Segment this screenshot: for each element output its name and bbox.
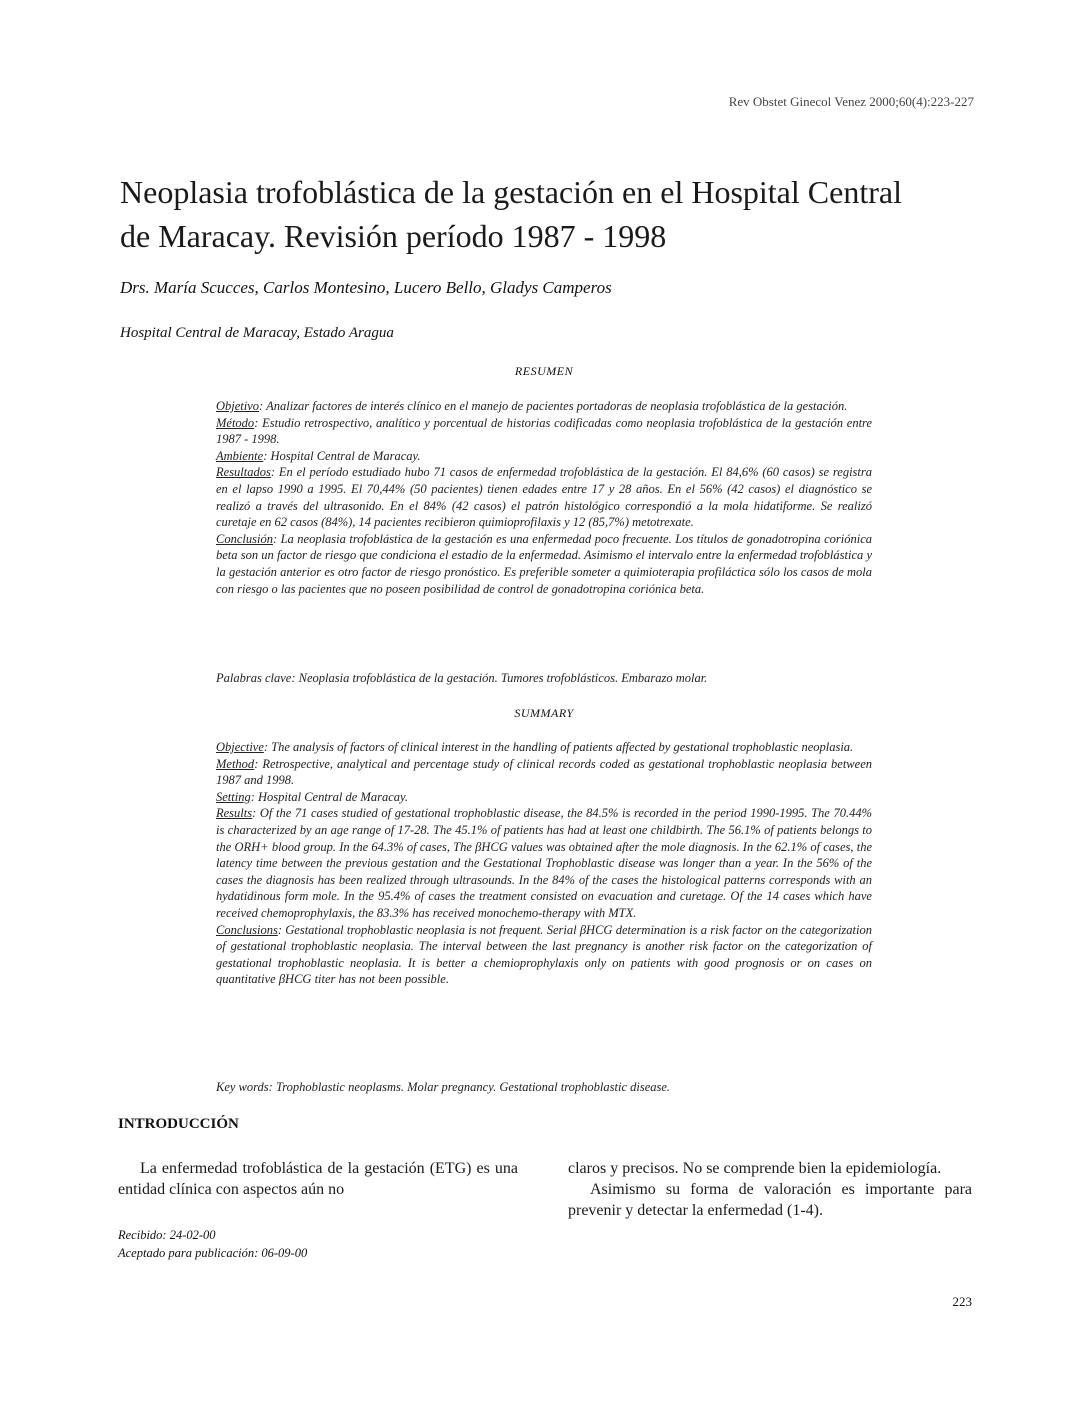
conclusions-label: Conclusions: [216, 922, 278, 937]
summary-conclusions: [216, 922, 872, 988]
journal-reference: Rev Obstet Ginecol Venez 2000;60(4):223-227: [728, 94, 974, 109]
ambiente-label: Ambiente: [216, 448, 264, 463]
summary-results: [216, 805, 872, 921]
summary-body: [216, 739, 872, 988]
resumen-objetivo: [216, 398, 872, 415]
palabras-clave: Palabras clave: Neoplasia trofoblástica de la gestación. Tumores trofoblásticos. Embarazo molar.: [216, 671, 708, 685]
objetivo-text: : Analizar factores de interés clínico en el manejo de pacientes portadoras de neoplasia trofoblástica de la gestación.: [259, 399, 848, 413]
intro-paragraph-1: La enfermedad trofoblástica de la gestación (ETG) es una entidad clínica con aspectos aún no: [118, 1160, 518, 1198]
resumen-heading: RESUMEN: [514, 364, 574, 378]
objective-label: Objective: [216, 740, 264, 754]
conclusion-label: Conclusión: [216, 531, 273, 546]
resultados-text: : En el período estudiado hubo 71 casos de enfermedad trofoblástica de la gestación. El 84,6% (60 casos) se registra en el lapso 1990 a 1995. El 70,44% (50 pacientes) tienen edades entre 17 y 28 años. En el 56% (42 casos) el diagnóstico se realizó a través del ultrasonido. En el 84% (42 casos) el patrón histológico correspondió a la mola hidatiforme. Se realizó curetaje en 62 casos (84%), 14 pacientes recibieron quimioprofilaxis y 12 (85,7%) metotrexate.: [216, 465, 872, 530]
body-column-left: [118, 1158, 518, 1200]
resumen-resultados: [216, 464, 872, 530]
method-text: : Retrospective, analytical and percentage study of clinical records coded as gestational trophoblastic neoplasia between 1987 and 1998.: [216, 756, 872, 788]
metodo-label: Método: [216, 415, 255, 430]
received-date: Recibido: 24-02-00: [118, 1228, 216, 1242]
title-line-2: de Maracay. Revisión período 1987 - 1998: [120, 218, 667, 254]
accepted-date: Aceptado para publicación: 06-09-00: [118, 1246, 308, 1260]
resumen-conclusion: [216, 531, 872, 597]
summary-objective: [216, 739, 872, 756]
results-label: Results: [216, 806, 253, 821]
intro-paragraph-2: Asimismo su forma de valoración es importante para prevenir y detectar la enfermedad (1-4).: [568, 1181, 972, 1219]
author-list: Drs. María Scucces, Carlos Montesino, Lucero Bello, Gladys Camperos: [120, 278, 612, 297]
article-title: [120, 170, 980, 258]
method-label: Method: [216, 756, 255, 771]
page-number: 223: [952, 1294, 972, 1309]
setting-text: : Hospital Central de Maracay.: [250, 789, 408, 804]
summary-heading: SUMMARY: [514, 706, 574, 720]
results-text: : Of the 71 cases studied of gestational trophoblastic disease, the 84.5% is recorded in the period 1990-1995. The 70.44% is characterized by an age range of 17-28. The 45.1% of patients has had at least one childbirth. The 56.1% of patients belongs to the ORH+ blood group. In the 64.3% of cases, The βHCG values was obtained after the mole diagnosis. In the 62.1% of cases, the latency time between the previous gestation and the Gestational Trophoblastic disease was longer than a year. In the 56% of the cases the diagnosis has been realized through ultrasounds. In the 84% of the cases the histological patterns corresponds with an hydatidinous form mole. In the 95.4% of cases the treatment consisted on evacuation and curetage. Of the 14 cases which have received chemoprophylaxis, the 83.3% has received monochemo-therapy with MTX.: [216, 806, 872, 920]
received-accepted-dates: [118, 1226, 307, 1262]
resumen-body: [216, 398, 872, 597]
intro-paragraph-continued: claros y precisos. No se comprende bien la epidemiología.: [568, 1160, 942, 1177]
body-column-right: [568, 1158, 972, 1221]
summary-method: [216, 756, 872, 789]
conclusions-text: : Gestational trophoblastic neoplasia is not frequent. Serial βHCG determination is a risk factor on the categorization of gestational trophoblastic neoplasia. The interval between the last pregnancy is another risk factor on the categorization of gestational trophoblastic neoplasia. It is better a chemioprophylaxis only on patients with good prognosis or on cases on quantitative βHCG titer has not been possible.: [216, 922, 872, 987]
title-line-1: Neoplasia trofoblástica de la gestación en el Hospital Central: [120, 174, 902, 210]
ambiente-text: : Hospital Central de Maracay.: [263, 448, 421, 463]
resumen-metodo: [216, 415, 872, 448]
summary-setting: [216, 789, 872, 806]
key-words: Key words: Trophoblastic neoplasms. Molar pregnancy. Gestational trophoblastic disease.: [216, 1080, 671, 1094]
affiliation: Hospital Central de Maracay, Estado Aragua: [120, 325, 394, 341]
objetivo-label: Objetivo: [216, 399, 260, 413]
metodo-text: : Estudio retrospectivo, analítico y porcentual de historias codificadas como neoplasia trofoblástica de la gestación entre 1987 - 1998.: [216, 415, 872, 447]
resultados-label: Resultados: [216, 465, 271, 480]
objective-text: : The analysis of factors of clinical interest in the handling of patients affected by gestational trophoblastic neoplasia.: [263, 740, 854, 754]
setting-label: Setting: [216, 789, 251, 804]
conclusion-text: : La neoplasia trofoblástica de la gestación es una enfermedad poco frecuente. Los títulos de gonadotropina coriónica beta son un factor de riesgo que condiciona el estadio de la enfermedad. Asimismo el intervalo entre la enfermedad trofoblástica y la gestación anterior es otro factor de riesgo pronóstico. Es preferible someter a quimioterapia profiláctica sólo los casos de mola con riesgo o las pacientes que no poseen posibilidad de control de gonadotropina coriónica beta.: [216, 531, 872, 596]
introduccion-heading: INTRODUCCIÓN: [118, 1116, 239, 1132]
resumen-ambiente: [216, 448, 872, 465]
